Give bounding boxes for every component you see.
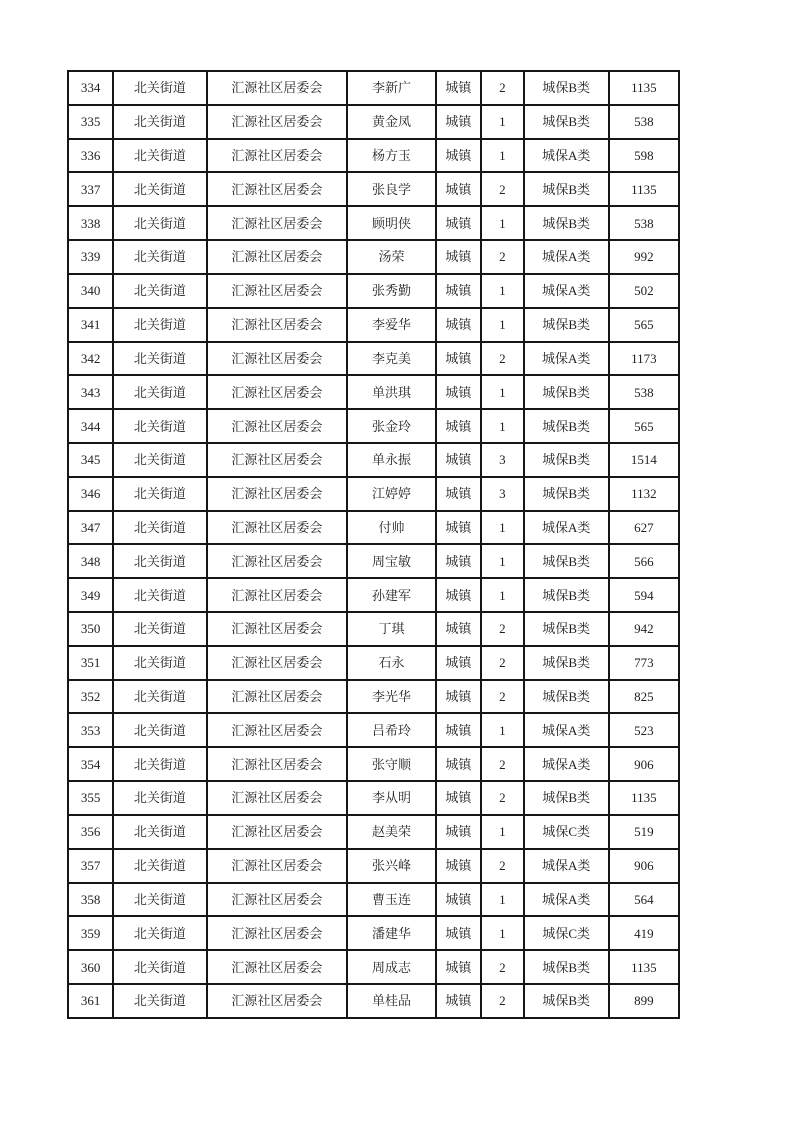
table-row [68, 781, 679, 815]
person-name-cell: 周宝敏 [347, 544, 436, 578]
amount-cell: 906 [609, 747, 679, 781]
person-count-cell: 1 [481, 815, 524, 849]
table-row [68, 612, 679, 646]
person-count-cell: 2 [481, 71, 524, 105]
person-count-cell: 1 [481, 206, 524, 240]
household-type-cell: 城镇 [436, 71, 481, 105]
amount-cell: 502 [609, 274, 679, 308]
table-row [68, 578, 679, 612]
amount-cell: 942 [609, 612, 679, 646]
person-name-cell: 李从明 [347, 781, 436, 815]
seq-number-cell: 335 [68, 105, 113, 139]
roster-table-body [68, 71, 679, 1018]
table-row [68, 511, 679, 545]
street-cell: 北关街道 [113, 443, 206, 477]
person-name-cell: 张金玲 [347, 409, 436, 443]
seq-number-cell: 349 [68, 578, 113, 612]
insurance-category-cell: 城保A类 [524, 342, 609, 376]
household-type-cell: 城镇 [436, 443, 481, 477]
household-type-cell: 城镇 [436, 612, 481, 646]
community-cell: 汇源社区居委会 [207, 477, 348, 511]
street-cell: 北关街道 [113, 409, 206, 443]
person-name-cell: 吕希玲 [347, 713, 436, 747]
person-count-cell: 2 [481, 646, 524, 680]
seq-number-cell: 346 [68, 477, 113, 511]
seq-number-cell: 355 [68, 781, 113, 815]
seq-number-cell: 360 [68, 950, 113, 984]
community-cell: 汇源社区居委会 [207, 409, 348, 443]
community-cell: 汇源社区居委会 [207, 71, 348, 105]
street-cell: 北关街道 [113, 815, 206, 849]
table-row [68, 477, 679, 511]
person-count-cell: 1 [481, 375, 524, 409]
household-type-cell: 城镇 [436, 308, 481, 342]
table-row [68, 71, 679, 105]
table-row [68, 172, 679, 206]
amount-cell: 1135 [609, 71, 679, 105]
person-name-cell: 赵美荣 [347, 815, 436, 849]
table-row [68, 883, 679, 917]
street-cell: 北关街道 [113, 747, 206, 781]
table-row [68, 105, 679, 139]
street-cell: 北关街道 [113, 984, 206, 1018]
amount-cell: 538 [609, 206, 679, 240]
person-name-cell: 李克美 [347, 342, 436, 376]
table-row [68, 206, 679, 240]
person-name-cell: 付帅 [347, 511, 436, 545]
table-row [68, 139, 679, 173]
household-type-cell: 城镇 [436, 646, 481, 680]
person-count-cell: 1 [481, 139, 524, 173]
person-count-cell: 1 [481, 883, 524, 917]
insurance-category-cell: 城保B类 [524, 984, 609, 1018]
household-type-cell: 城镇 [436, 274, 481, 308]
street-cell: 北关街道 [113, 477, 206, 511]
community-cell: 汇源社区居委会 [207, 612, 348, 646]
seq-number-cell: 358 [68, 883, 113, 917]
person-name-cell: 石永 [347, 646, 436, 680]
person-count-cell: 1 [481, 578, 524, 612]
amount-cell: 1135 [609, 781, 679, 815]
street-cell: 北关街道 [113, 680, 206, 714]
amount-cell: 565 [609, 308, 679, 342]
amount-cell: 523 [609, 713, 679, 747]
amount-cell: 419 [609, 916, 679, 950]
seq-number-cell: 334 [68, 71, 113, 105]
insurance-category-cell: 城保B类 [524, 409, 609, 443]
insurance-category-cell: 城保B类 [524, 680, 609, 714]
seq-number-cell: 361 [68, 984, 113, 1018]
community-cell: 汇源社区居委会 [207, 206, 348, 240]
street-cell: 北关街道 [113, 612, 206, 646]
community-cell: 汇源社区居委会 [207, 274, 348, 308]
community-cell: 汇源社区居委会 [207, 578, 348, 612]
seq-number-cell: 359 [68, 916, 113, 950]
person-name-cell: 单桂品 [347, 984, 436, 1018]
street-cell: 北关街道 [113, 578, 206, 612]
person-name-cell: 汤荣 [347, 240, 436, 274]
table-row [68, 950, 679, 984]
person-name-cell: 曹玉连 [347, 883, 436, 917]
community-cell: 汇源社区居委会 [207, 105, 348, 139]
community-cell: 汇源社区居委会 [207, 172, 348, 206]
household-type-cell: 城镇 [436, 342, 481, 376]
street-cell: 北关街道 [113, 105, 206, 139]
table-row [68, 342, 679, 376]
amount-cell: 564 [609, 883, 679, 917]
seq-number-cell: 341 [68, 308, 113, 342]
table-row [68, 646, 679, 680]
seq-number-cell: 354 [68, 747, 113, 781]
community-cell: 汇源社区居委会 [207, 646, 348, 680]
insurance-category-cell: 城保B类 [524, 308, 609, 342]
insurance-category-cell: 城保A类 [524, 511, 609, 545]
household-type-cell: 城镇 [436, 916, 481, 950]
street-cell: 北关街道 [113, 849, 206, 883]
seq-number-cell: 336 [68, 139, 113, 173]
insurance-category-cell: 城保A类 [524, 849, 609, 883]
person-name-cell: 张良学 [347, 172, 436, 206]
person-count-cell: 1 [481, 105, 524, 139]
person-count-cell: 3 [481, 477, 524, 511]
community-cell: 汇源社区居委会 [207, 984, 348, 1018]
insurance-category-cell: 城保A类 [524, 747, 609, 781]
person-name-cell: 杨方玉 [347, 139, 436, 173]
amount-cell: 538 [609, 105, 679, 139]
household-type-cell: 城镇 [436, 984, 481, 1018]
amount-cell: 627 [609, 511, 679, 545]
person-count-cell: 1 [481, 511, 524, 545]
seq-number-cell: 356 [68, 815, 113, 849]
seq-number-cell: 353 [68, 713, 113, 747]
community-cell: 汇源社区居委会 [207, 883, 348, 917]
table-row [68, 308, 679, 342]
street-cell: 北关街道 [113, 240, 206, 274]
person-name-cell: 江婷婷 [347, 477, 436, 511]
person-count-cell: 2 [481, 984, 524, 1018]
street-cell: 北关街道 [113, 71, 206, 105]
roster-table [67, 70, 680, 1019]
street-cell: 北关街道 [113, 916, 206, 950]
insurance-category-cell: 城保B类 [524, 477, 609, 511]
person-name-cell: 单洪琪 [347, 375, 436, 409]
seq-number-cell: 344 [68, 409, 113, 443]
person-count-cell: 2 [481, 612, 524, 646]
table-row [68, 544, 679, 578]
insurance-category-cell: 城保B类 [524, 781, 609, 815]
street-cell: 北关街道 [113, 274, 206, 308]
insurance-category-cell: 城保A类 [524, 139, 609, 173]
community-cell: 汇源社区居委会 [207, 139, 348, 173]
street-cell: 北关街道 [113, 950, 206, 984]
amount-cell: 566 [609, 544, 679, 578]
table-row [68, 713, 679, 747]
community-cell: 汇源社区居委会 [207, 950, 348, 984]
household-type-cell: 城镇 [436, 375, 481, 409]
amount-cell: 1132 [609, 477, 679, 511]
insurance-category-cell: 城保A类 [524, 240, 609, 274]
street-cell: 北关街道 [113, 544, 206, 578]
household-type-cell: 城镇 [436, 477, 481, 511]
amount-cell: 594 [609, 578, 679, 612]
household-type-cell: 城镇 [436, 680, 481, 714]
street-cell: 北关街道 [113, 206, 206, 240]
community-cell: 汇源社区居委会 [207, 443, 348, 477]
person-name-cell: 张守顺 [347, 747, 436, 781]
table-row [68, 443, 679, 477]
amount-cell: 906 [609, 849, 679, 883]
household-type-cell: 城镇 [436, 409, 481, 443]
person-name-cell: 潘建华 [347, 916, 436, 950]
person-name-cell: 黄金凤 [347, 105, 436, 139]
person-count-cell: 2 [481, 849, 524, 883]
amount-cell: 1135 [609, 172, 679, 206]
community-cell: 汇源社区居委会 [207, 713, 348, 747]
person-name-cell: 周成志 [347, 950, 436, 984]
community-cell: 汇源社区居委会 [207, 240, 348, 274]
community-cell: 汇源社区居委会 [207, 849, 348, 883]
person-name-cell: 顾明侠 [347, 206, 436, 240]
person-name-cell: 李光华 [347, 680, 436, 714]
amount-cell: 773 [609, 646, 679, 680]
table-row [68, 984, 679, 1018]
person-count-cell: 2 [481, 680, 524, 714]
person-count-cell: 2 [481, 240, 524, 274]
person-name-cell: 孙建军 [347, 578, 436, 612]
household-type-cell: 城镇 [436, 849, 481, 883]
community-cell: 汇源社区居委会 [207, 375, 348, 409]
seq-number-cell: 338 [68, 206, 113, 240]
household-type-cell: 城镇 [436, 511, 481, 545]
seq-number-cell: 348 [68, 544, 113, 578]
person-name-cell: 张秀勤 [347, 274, 436, 308]
community-cell: 汇源社区居委会 [207, 342, 348, 376]
person-name-cell: 李新广 [347, 71, 436, 105]
person-count-cell: 2 [481, 172, 524, 206]
street-cell: 北关街道 [113, 375, 206, 409]
person-count-cell: 1 [481, 274, 524, 308]
person-count-cell: 1 [481, 916, 524, 950]
amount-cell: 598 [609, 139, 679, 173]
street-cell: 北关街道 [113, 511, 206, 545]
table-row [68, 849, 679, 883]
community-cell: 汇源社区居委会 [207, 511, 348, 545]
amount-cell: 565 [609, 409, 679, 443]
household-type-cell: 城镇 [436, 172, 481, 206]
community-cell: 汇源社区居委会 [207, 815, 348, 849]
street-cell: 北关街道 [113, 172, 206, 206]
insurance-category-cell: 城保A类 [524, 713, 609, 747]
insurance-category-cell: 城保B类 [524, 443, 609, 477]
community-cell: 汇源社区居委会 [207, 781, 348, 815]
person-count-cell: 1 [481, 713, 524, 747]
table-row [68, 680, 679, 714]
seq-number-cell: 339 [68, 240, 113, 274]
insurance-category-cell: 城保C类 [524, 815, 609, 849]
table-row [68, 274, 679, 308]
seq-number-cell: 343 [68, 375, 113, 409]
table-row [68, 916, 679, 950]
street-cell: 北关街道 [113, 781, 206, 815]
person-name-cell: 李爱华 [347, 308, 436, 342]
household-type-cell: 城镇 [436, 815, 481, 849]
amount-cell: 992 [609, 240, 679, 274]
street-cell: 北关街道 [113, 342, 206, 376]
seq-number-cell: 340 [68, 274, 113, 308]
person-name-cell: 单永振 [347, 443, 436, 477]
street-cell: 北关街道 [113, 308, 206, 342]
person-count-cell: 1 [481, 308, 524, 342]
table-row [68, 747, 679, 781]
household-type-cell: 城镇 [436, 713, 481, 747]
table-row [68, 375, 679, 409]
insurance-category-cell: 城保B类 [524, 71, 609, 105]
person-name-cell: 丁琪 [347, 612, 436, 646]
seq-number-cell: 351 [68, 646, 113, 680]
amount-cell: 1514 [609, 443, 679, 477]
amount-cell: 519 [609, 815, 679, 849]
household-type-cell: 城镇 [436, 240, 481, 274]
insurance-category-cell: 城保B类 [524, 105, 609, 139]
insurance-category-cell: 城保B类 [524, 172, 609, 206]
roster-table-container [67, 70, 680, 1019]
seq-number-cell: 345 [68, 443, 113, 477]
community-cell: 汇源社区居委会 [207, 747, 348, 781]
household-type-cell: 城镇 [436, 105, 481, 139]
household-type-cell: 城镇 [436, 139, 481, 173]
person-count-cell: 2 [481, 950, 524, 984]
person-count-cell: 2 [481, 781, 524, 815]
community-cell: 汇源社区居委会 [207, 544, 348, 578]
amount-cell: 1135 [609, 950, 679, 984]
person-count-cell: 3 [481, 443, 524, 477]
street-cell: 北关街道 [113, 883, 206, 917]
person-count-cell: 1 [481, 544, 524, 578]
household-type-cell: 城镇 [436, 883, 481, 917]
household-type-cell: 城镇 [436, 781, 481, 815]
community-cell: 汇源社区居委会 [207, 680, 348, 714]
table-row [68, 409, 679, 443]
insurance-category-cell: 城保A类 [524, 883, 609, 917]
insurance-category-cell: 城保B类 [524, 950, 609, 984]
insurance-category-cell: 城保B类 [524, 646, 609, 680]
seq-number-cell: 357 [68, 849, 113, 883]
street-cell: 北关街道 [113, 713, 206, 747]
amount-cell: 825 [609, 680, 679, 714]
table-row [68, 815, 679, 849]
person-count-cell: 2 [481, 342, 524, 376]
street-cell: 北关街道 [113, 646, 206, 680]
person-count-cell: 2 [481, 747, 524, 781]
street-cell: 北关街道 [113, 139, 206, 173]
household-type-cell: 城镇 [436, 578, 481, 612]
insurance-category-cell: 城保B类 [524, 544, 609, 578]
insurance-category-cell: 城保A类 [524, 274, 609, 308]
table-row [68, 240, 679, 274]
insurance-category-cell: 城保C类 [524, 916, 609, 950]
amount-cell: 1173 [609, 342, 679, 376]
seq-number-cell: 342 [68, 342, 113, 376]
insurance-category-cell: 城保B类 [524, 612, 609, 646]
seq-number-cell: 352 [68, 680, 113, 714]
amount-cell: 899 [609, 984, 679, 1018]
seq-number-cell: 350 [68, 612, 113, 646]
insurance-category-cell: 城保B类 [524, 578, 609, 612]
seq-number-cell: 347 [68, 511, 113, 545]
person-name-cell: 张兴峰 [347, 849, 436, 883]
household-type-cell: 城镇 [436, 747, 481, 781]
seq-number-cell: 337 [68, 172, 113, 206]
household-type-cell: 城镇 [436, 206, 481, 240]
community-cell: 汇源社区居委会 [207, 916, 348, 950]
person-count-cell: 1 [481, 409, 524, 443]
household-type-cell: 城镇 [436, 544, 481, 578]
insurance-category-cell: 城保B类 [524, 375, 609, 409]
insurance-category-cell: 城保B类 [524, 206, 609, 240]
community-cell: 汇源社区居委会 [207, 308, 348, 342]
household-type-cell: 城镇 [436, 950, 481, 984]
amount-cell: 538 [609, 375, 679, 409]
